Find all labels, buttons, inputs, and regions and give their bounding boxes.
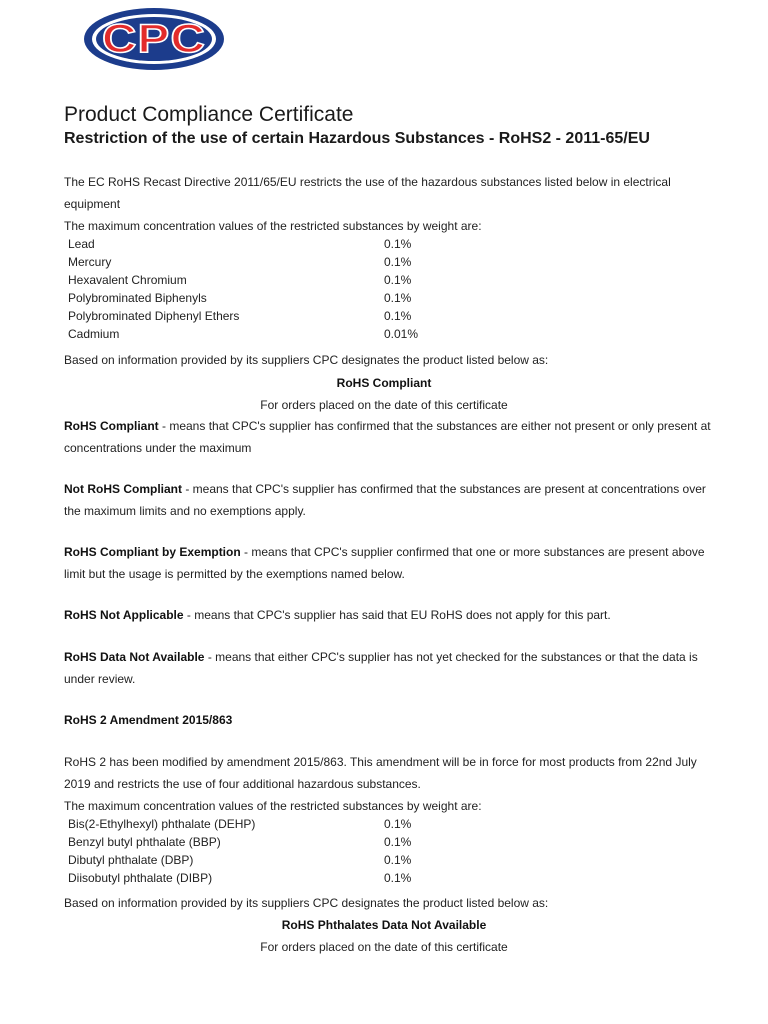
substance-name: Diisobutyl phthalate (DIBP) <box>68 871 213 885</box>
compliance-status: RoHS Compliant <box>336 376 432 390</box>
substance-name: Lead <box>68 237 95 251</box>
amendment-heading: RoHS 2 Amendment 2015/863 <box>64 713 233 727</box>
cpc-logo <box>82 6 226 72</box>
substance-name: Bis(2-Ethylhexyl) phthalate (DEHP) <box>68 817 256 831</box>
max-concentration-intro: The maximum concentration values of the restricted substances by weight are: <box>64 219 482 233</box>
substance-name: Polybrominated Diphenyl Ethers <box>68 309 240 323</box>
substance-name: Benzyl butyl phthalate (BBP) <box>68 835 221 849</box>
substance-value: 0.1% <box>384 853 412 867</box>
substance-value: 0.1% <box>384 309 412 323</box>
definition-text: - means that CPC's supplier has confirmed that the substances are present at concentrations over the maximum limits and no exemptions apply. <box>64 482 706 518</box>
substance-name: Mercury <box>68 255 112 269</box>
definition-term: RoHS Not Applicable <box>64 608 184 622</box>
substance-value: 0.1% <box>384 273 412 287</box>
page-title: Product Compliance Certificate <box>64 103 354 126</box>
definition-compliant <box>64 415 714 459</box>
definition-term: Not RoHS Compliant <box>64 482 182 496</box>
phthalates-status: RoHS Phthalates Data Not Available <box>281 918 487 932</box>
substance-name: Cadmium <box>68 327 120 341</box>
definition-text: - means that CPC's supplier confirmed that one or more substances are present above limit but the usage is permitted by the exemptions named below. <box>64 545 705 581</box>
max-concentration-intro-2: The maximum concentration values of the restricted substances by weight are: <box>64 799 482 813</box>
definition-not-compliant <box>64 478 714 522</box>
designation-intro: Based on information provided by its suppliers CPC designates the product listed below as: <box>64 353 549 367</box>
substance-name: Hexavalent Chromium <box>68 273 187 287</box>
definition-term: RoHS Data Not Available <box>64 650 205 664</box>
intro-paragraph: The EC RoHS Recast Directive 2011/65/EU restricts the use of the hazardous substances listed below in electrical equipment <box>64 175 671 211</box>
logo-text: CPC <box>102 17 206 61</box>
page-subtitle: Restriction of the use of certain Hazardous Substances - RoHS2 - 2011-65/EU <box>64 130 650 147</box>
substance-value: 0.1% <box>384 835 412 849</box>
substance-value: 0.01% <box>384 327 419 341</box>
substance-value: 0.1% <box>384 871 412 885</box>
orders-note: For orders placed on the date of this certificate <box>260 398 508 412</box>
substance-name: Polybrominated Biphenyls <box>68 291 207 305</box>
definition-term: RoHS Compliant by Exemption <box>64 545 241 559</box>
definition-text: - means that either CPC's supplier has not yet checked for the substances or that the data is under review. <box>64 650 698 686</box>
substance-name: Dibutyl phthalate (DBP) <box>68 853 194 867</box>
substance-value: 0.1% <box>384 817 412 831</box>
definition-term: RoHS Compliant <box>64 419 159 433</box>
definition-text: - means that CPC's supplier has said that EU RoHS does not apply for this part. <box>183 608 611 622</box>
substance-value: 0.1% <box>384 255 412 269</box>
substance-value: 0.1% <box>384 291 412 305</box>
definition-not-applicable <box>64 604 714 626</box>
designation-intro-2: Based on information provided by its suppliers CPC designates the product listed below as: <box>64 896 549 910</box>
definition-data-not-available <box>64 646 714 690</box>
definition-text: - means that CPC's supplier has confirmed that the substances are either not present or only present at concentrations under the maximum <box>64 419 711 455</box>
definition-exemption <box>64 541 714 585</box>
orders-note-2: For orders placed on the date of this certificate <box>260 940 508 954</box>
substance-value: 0.1% <box>384 237 412 251</box>
amendment-paragraph: RoHS 2 has been modified by amendment 2015/863. This amendment will be in force for most products from 22nd July 2019 and restricts the use of four additional hazardous substances. <box>64 755 697 791</box>
